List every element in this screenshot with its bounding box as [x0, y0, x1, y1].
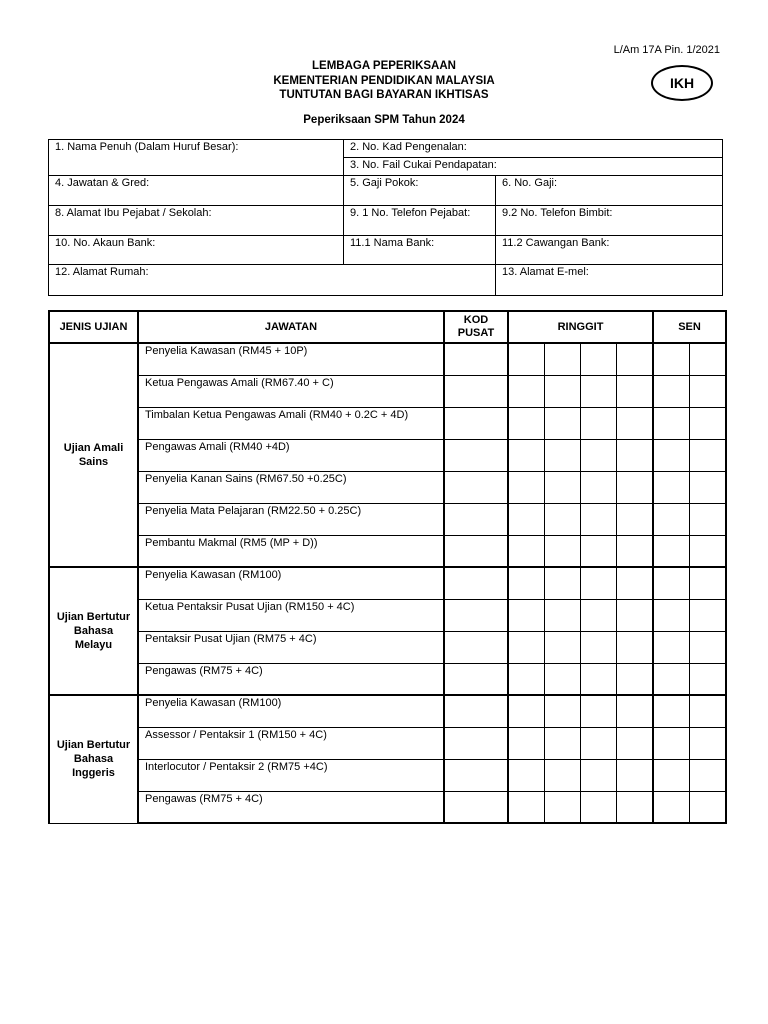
- role-label: Ketua Pengawas Amali (RM67.40 + C): [138, 375, 444, 407]
- ringgit-cell[interactable]: [616, 695, 653, 727]
- table-row: [49, 343, 726, 375]
- sen-cell[interactable]: [653, 727, 689, 759]
- sen-cell[interactable]: [689, 727, 726, 759]
- ringgit-cell[interactable]: [616, 535, 653, 567]
- ringgit-cell[interactable]: [508, 759, 544, 791]
- ringgit-cell[interactable]: [616, 503, 653, 535]
- header-line-2: KEMENTERIAN PENDIDIKAN MALAYSIA: [273, 74, 495, 87]
- ikh-badge: IKH: [651, 65, 713, 101]
- group-label-line: Sains: [78, 456, 109, 468]
- role-label: Timbalan Ketua Pengawas Amali (RM40 + 0.2C + 4D): [138, 407, 444, 439]
- sen-cell[interactable]: [689, 535, 726, 567]
- ringgit-cell[interactable]: [616, 791, 653, 823]
- ringgit-cell[interactable]: [544, 375, 580, 407]
- ringgit-cell[interactable]: [616, 631, 653, 663]
- role-label: Interlocutor / Pentaksir 2 (RM75 +4C): [138, 759, 444, 791]
- field-jawatan-gred[interactable]: 4. Jawatan & Gred:: [49, 176, 344, 206]
- table-row: [49, 567, 726, 599]
- sen-cell[interactable]: [653, 791, 689, 823]
- ringgit-cell[interactable]: [508, 375, 544, 407]
- kod-pusat-cell[interactable]: [444, 471, 508, 503]
- ringgit-cell[interactable]: [616, 599, 653, 631]
- role-label: Penyelia Kawasan (RM100): [138, 695, 444, 727]
- role-label: Penyelia Mata Pelajaran (RM22.50 + 0.25C): [138, 503, 444, 535]
- ringgit-cell[interactable]: [508, 503, 544, 535]
- field-alamat-rumah[interactable]: 12. Alamat Rumah:: [49, 265, 496, 296]
- ringgit-cell[interactable]: [616, 471, 653, 503]
- ringgit-cell[interactable]: [580, 535, 616, 567]
- ringgit-cell[interactable]: [508, 407, 544, 439]
- ringgit-cell[interactable]: [580, 567, 616, 599]
- field-telefon-pejabat[interactable]: 9. 1 No. Telefon Pejabat:: [344, 206, 496, 236]
- form-code: L/Am 17A Pin. 1/2021: [613, 44, 720, 56]
- role-label: Pembantu Makmal (RM5 (MP + D)): [138, 535, 444, 567]
- field-cawangan-bank[interactable]: 11.2 Cawangan Bank:: [496, 236, 723, 265]
- ringgit-cell[interactable]: [580, 759, 616, 791]
- field-telefon-bimbit[interactable]: 9.2 No. Telefon Bimbit:: [496, 206, 723, 236]
- role-label: Penyelia Kawasan (RM45 + 10P): [138, 343, 444, 375]
- table-row: [49, 663, 726, 695]
- sen-cell[interactable]: [689, 599, 726, 631]
- sen-cell[interactable]: [689, 631, 726, 663]
- kod-pusat-cell[interactable]: [444, 759, 508, 791]
- ringgit-cell[interactable]: [580, 375, 616, 407]
- ringgit-cell[interactable]: [616, 727, 653, 759]
- sen-cell[interactable]: [653, 631, 689, 663]
- kod-pusat-cell[interactable]: [444, 375, 508, 407]
- group-label-line: Ujian Amali: [63, 442, 124, 454]
- group-label-line: Ujian Bertutur: [56, 739, 131, 752]
- table-row: [49, 439, 726, 471]
- sen-cell[interactable]: [689, 759, 726, 791]
- header-jenis-ujian: JENIS UJIAN: [49, 311, 138, 343]
- sen-cell[interactable]: [653, 343, 689, 375]
- ringgit-cell[interactable]: [580, 439, 616, 471]
- group-label-line: Bahasa: [73, 753, 114, 766]
- role-label: Penyelia Kawasan (RM100): [138, 567, 444, 599]
- ringgit-cell[interactable]: [508, 599, 544, 631]
- role-label: Pengawas Amali (RM40 +4D): [138, 439, 444, 471]
- header-jawatan: JAWATAN: [138, 311, 444, 343]
- field-fail-cukai[interactable]: 3. No. Fail Cukai Pendapatan:: [344, 158, 723, 176]
- table-row: [49, 695, 726, 727]
- ringgit-cell[interactable]: [544, 727, 580, 759]
- sen-cell[interactable]: [689, 471, 726, 503]
- field-akaun-bank[interactable]: 10. No. Akaun Bank:: [49, 236, 344, 265]
- sen-cell[interactable]: [689, 375, 726, 407]
- sen-cell[interactable]: [653, 759, 689, 791]
- ringgit-cell[interactable]: [616, 407, 653, 439]
- ringgit-cell[interactable]: [580, 471, 616, 503]
- table-row: [49, 471, 726, 503]
- group-label-line: Ujian Bertutur: [56, 611, 131, 623]
- field-nama-bank[interactable]: 11.1 Nama Bank:: [344, 236, 496, 265]
- field-kad-pengenalan[interactable]: 2. No. Kad Pengenalan:: [344, 140, 723, 158]
- kod-pusat-cell[interactable]: [444, 631, 508, 663]
- header-line-1: LEMBAGA PEPERIKSAAN: [312, 60, 456, 72]
- kod-pusat-cell[interactable]: [444, 439, 508, 471]
- field-nama-penuh[interactable]: 1. Nama Penuh (Dalam Huruf Besar):: [49, 140, 344, 176]
- exam-title: Peperiksaan SPM Tahun 2024: [303, 114, 465, 126]
- table-row: [49, 791, 726, 823]
- field-alamat-pejabat[interactable]: 8. Alamat Ibu Pejabat / Sekolah:: [49, 206, 344, 236]
- document-header: [0, 59, 768, 103]
- sen-cell[interactable]: [653, 695, 689, 727]
- sen-cell[interactable]: [689, 407, 726, 439]
- kod-pusat-cell[interactable]: [444, 503, 508, 535]
- table-row: [49, 599, 726, 631]
- ringgit-cell[interactable]: [508, 791, 544, 823]
- ringgit-cell[interactable]: [616, 759, 653, 791]
- ringgit-cell[interactable]: [544, 599, 580, 631]
- ringgit-cell[interactable]: [544, 759, 580, 791]
- sen-cell[interactable]: [689, 791, 726, 823]
- group-label-amali-sains: [49, 343, 138, 567]
- ringgit-cell[interactable]: [580, 663, 616, 695]
- ringgit-cell[interactable]: [544, 663, 580, 695]
- kod-pusat-cell[interactable]: [444, 727, 508, 759]
- personal-info-table: [48, 139, 723, 296]
- ringgit-cell[interactable]: [544, 471, 580, 503]
- field-no-gaji[interactable]: 6. No. Gaji:: [496, 176, 723, 206]
- sen-cell[interactable]: [689, 695, 726, 727]
- ringgit-cell[interactable]: [508, 663, 544, 695]
- table-row: [49, 727, 726, 759]
- sen-cell[interactable]: [689, 439, 726, 471]
- sen-cell[interactable]: [689, 663, 726, 695]
- sen-cell[interactable]: [653, 439, 689, 471]
- sen-cell[interactable]: [653, 535, 689, 567]
- table-row: [49, 407, 726, 439]
- group-label-bertutur-inggeris: [49, 695, 138, 823]
- ringgit-cell[interactable]: [544, 343, 580, 375]
- ringgit-cell[interactable]: [544, 791, 580, 823]
- role-label: Pengawas (RM75 + 4C): [138, 663, 444, 695]
- group-label-line: Inggeris: [72, 767, 115, 780]
- ringgit-cell[interactable]: [616, 567, 653, 599]
- ringgit-cell[interactable]: [508, 567, 544, 599]
- group-label-line: Bahasa: [73, 625, 114, 637]
- sen-cell[interactable]: [689, 567, 726, 599]
- header-kod-line1: KOD: [463, 314, 489, 326]
- role-label: Penyelia Kanan Sains (RM67.50 +0.25C): [138, 471, 444, 503]
- ringgit-cell[interactable]: [580, 503, 616, 535]
- sen-cell[interactable]: [653, 663, 689, 695]
- group-label-bertutur-melayu: [49, 567, 138, 695]
- role-label: Pentaksir Pusat Ujian (RM75 + 4C): [138, 631, 444, 663]
- sen-cell[interactable]: [653, 471, 689, 503]
- ringgit-cell[interactable]: [544, 567, 580, 599]
- sen-cell[interactable]: [689, 343, 726, 375]
- ringgit-cell[interactable]: [544, 503, 580, 535]
- ringgit-cell[interactable]: [508, 631, 544, 663]
- kod-pusat-cell[interactable]: [444, 695, 508, 727]
- kod-pusat-cell[interactable]: [444, 407, 508, 439]
- claims-table: [48, 310, 727, 824]
- kod-pusat-cell[interactable]: [444, 567, 508, 599]
- ringgit-cell[interactable]: [544, 695, 580, 727]
- header-kod-pusat: [444, 311, 508, 343]
- ringgit-cell[interactable]: [580, 599, 616, 631]
- ringgit-cell[interactable]: [544, 439, 580, 471]
- ringgit-cell[interactable]: [544, 407, 580, 439]
- header-sen: SEN: [653, 311, 726, 343]
- ringgit-cell[interactable]: [508, 471, 544, 503]
- ringgit-cell[interactable]: [508, 535, 544, 567]
- kod-pusat-cell[interactable]: [444, 343, 508, 375]
- kod-pusat-cell[interactable]: [444, 663, 508, 695]
- ringgit-cell[interactable]: [580, 791, 616, 823]
- ringgit-cell[interactable]: [616, 375, 653, 407]
- ringgit-cell[interactable]: [580, 343, 616, 375]
- ringgit-cell[interactable]: [616, 663, 653, 695]
- header-line-3: TUNTUTAN BAGI BAYARAN IKHTISAS: [279, 89, 489, 101]
- kod-pusat-cell[interactable]: [444, 599, 508, 631]
- group-label-line: Melayu: [74, 639, 113, 651]
- sen-cell[interactable]: [653, 503, 689, 535]
- sen-cell[interactable]: [653, 375, 689, 407]
- ringgit-cell[interactable]: [580, 695, 616, 727]
- kod-pusat-cell[interactable]: [444, 535, 508, 567]
- ringgit-cell[interactable]: [616, 343, 653, 375]
- sen-cell[interactable]: [653, 567, 689, 599]
- ringgit-cell[interactable]: [544, 535, 580, 567]
- role-label: Ketua Pentaksir Pusat Ujian (RM150 + 4C): [138, 599, 444, 631]
- sen-cell[interactable]: [653, 599, 689, 631]
- table-row: [49, 375, 726, 407]
- sen-cell[interactable]: [653, 407, 689, 439]
- role-label: Pengawas (RM75 + 4C): [138, 791, 444, 823]
- field-alamat-emel[interactable]: 13. Alamat E-mel:: [496, 265, 723, 296]
- ringgit-cell[interactable]: [508, 439, 544, 471]
- ringgit-cell[interactable]: [580, 631, 616, 663]
- field-gaji-pokok[interactable]: 5. Gaji Pokok:: [344, 176, 496, 206]
- ringgit-cell[interactable]: [616, 439, 653, 471]
- ringgit-cell[interactable]: [544, 631, 580, 663]
- sen-cell[interactable]: [689, 503, 726, 535]
- header-ringgit: RINGGIT: [508, 311, 653, 343]
- table-row: [49, 759, 726, 791]
- role-label: Assessor / Pentaksir 1 (RM150 + 4C): [138, 727, 444, 759]
- table-row: [49, 503, 726, 535]
- ringgit-cell[interactable]: [508, 727, 544, 759]
- ringgit-cell[interactable]: [580, 727, 616, 759]
- table-row: [49, 535, 726, 567]
- ringgit-cell[interactable]: [580, 407, 616, 439]
- ringgit-cell[interactable]: [508, 695, 544, 727]
- header-kod-line2: PUSAT: [457, 327, 495, 339]
- table-row: [49, 631, 726, 663]
- kod-pusat-cell[interactable]: [444, 791, 508, 823]
- ringgit-cell[interactable]: [508, 343, 544, 375]
